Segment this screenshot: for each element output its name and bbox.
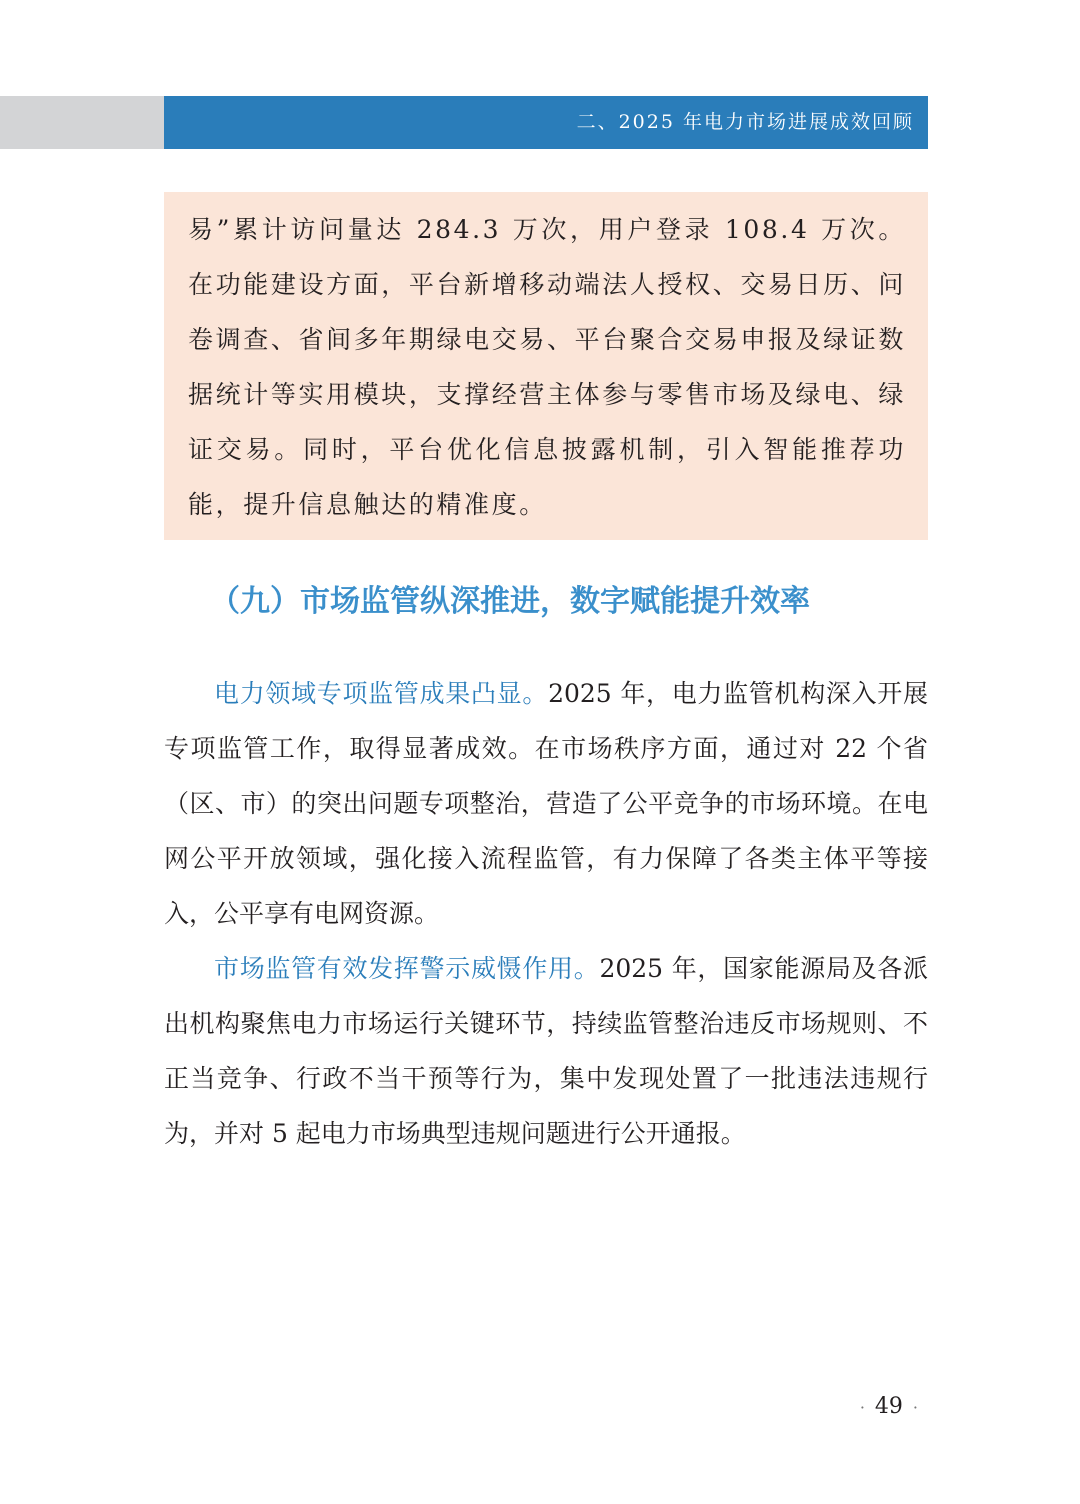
- highlight-box: [164, 192, 928, 540]
- paragraph-2-lead: 市场监管有效发挥警示威慑作用。: [214, 954, 600, 983]
- separator-dot-left: ·: [859, 1398, 865, 1417]
- paragraph-2: [164, 941, 928, 1161]
- section-heading: （九）市场监管纵深推进，数字赋能提升效率: [210, 584, 810, 619]
- highlight-text: 易”累计访问量达 284.3 万次，用户登录 108.4 万次。在功能建设方面，平台新增移动端法人授权、交易日历、问卷调查、省间多年期绿电交易、平台聚合交易申报及绿证数据统计等实用模块，支撑经营主体参与零售市场及绿电、绿证交易。同时，平台优化信息披露机制，引入智能推荐功能，提升信息触达的精准度。: [188, 215, 906, 519]
- paragraph-1: [164, 666, 928, 941]
- separator-dot-right: ·: [912, 1398, 918, 1417]
- chapter-title: 二、2025 年电力市场进展成效回顾: [576, 111, 914, 133]
- paragraph-1-lead: 电力领域专项监管成果凸显。: [214, 679, 549, 708]
- paragraph-2-text: 2025 年，国家能源局及各派出机构聚焦电力市场运行关键环节，持续监管整治违反市场规则、不正当竞争、行政不当干预等行为，集中发现处置了一批违法违规行为，并对 5 起电力市场典型违规问题进行公开通报。: [164, 954, 928, 1148]
- header-gray-band: [0, 96, 164, 149]
- page-number: 49: [874, 1394, 903, 1419]
- paragraph-1-text: 2025 年，电力监管机构深入开展专项监管工作，取得显著成效。在市场秩序方面，通过对 22 个省（区、市）的突出问题专项整治，营造了公平竞争的市场环境。在电网公平开放领域，强化接入流程监管，有力保障了各类主体平等接入，公平享有电网资源。: [164, 679, 928, 928]
- page-footer: [850, 1394, 928, 1419]
- body-text: [164, 666, 928, 1161]
- header-bar: [164, 96, 928, 149]
